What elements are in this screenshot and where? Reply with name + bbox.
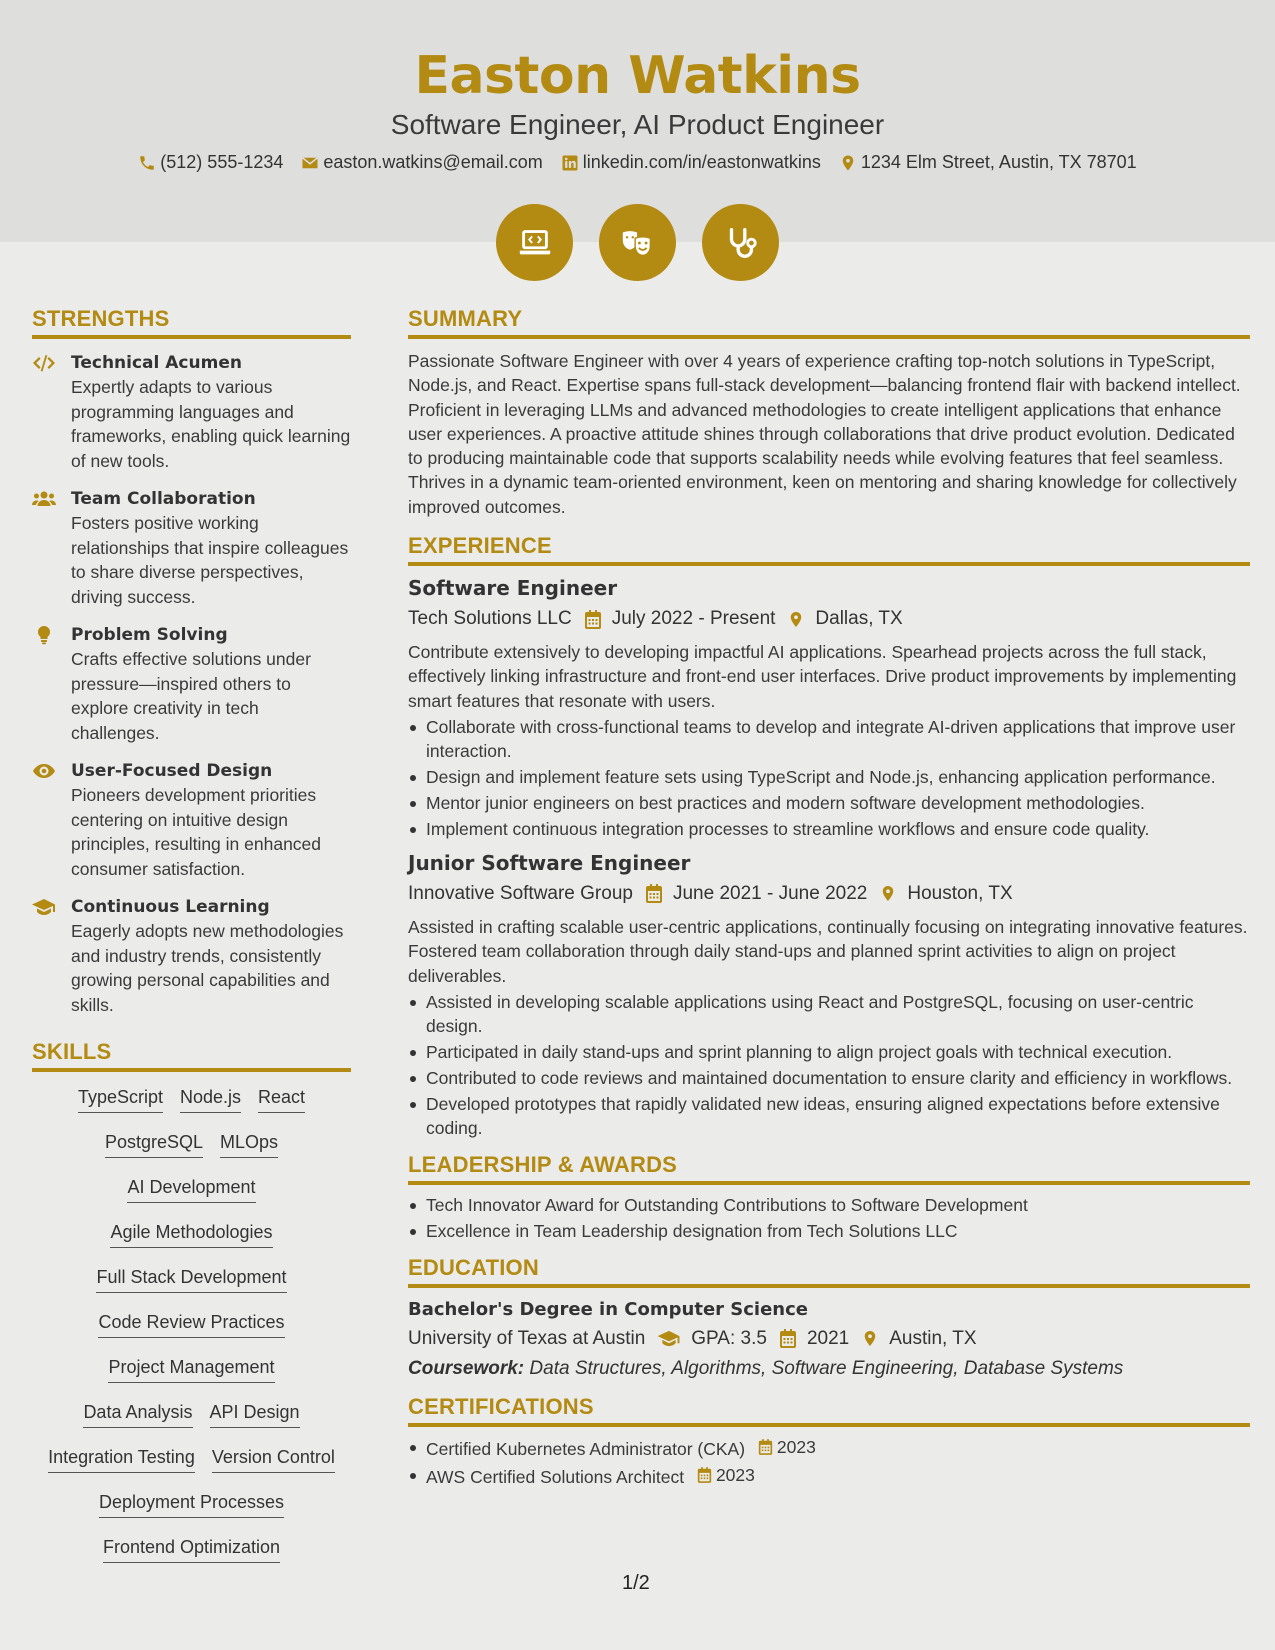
coursework-label: Coursework: — [408, 1357, 525, 1379]
list-item: Developed prototypes that rapidly validated new ideas, ensuring aligned expectations before extensive coding. — [408, 1092, 1250, 1140]
skill-row — [32, 1401, 351, 1428]
skill-tag: Full Stack Development — [96, 1266, 286, 1293]
skill-row — [32, 1266, 351, 1293]
contact-address — [839, 152, 1137, 173]
list-item — [408, 1463, 1250, 1489]
cert-date — [758, 1435, 816, 1459]
list-item: Participated in daily stand-ups and sprint planning to align project goals with technical execution. — [408, 1040, 1250, 1064]
skill-tag: Node.js — [180, 1086, 241, 1113]
job-company: Tech Solutions LLC — [408, 608, 572, 630]
list-item: Assisted in developing scalable applications using React and PostgreSQL, focusing on user-centric design. — [408, 990, 1250, 1038]
job-dates — [584, 606, 776, 632]
list-item: Tech Innovator Award for Outstanding Contributions to Software Development — [408, 1193, 1250, 1217]
graduation-cap-icon — [32, 897, 56, 917]
strength-title: Continuous Learning — [71, 897, 270, 917]
skills-heading: SKILLS — [32, 1039, 351, 1072]
cert-year: 2023 — [715, 1464, 755, 1485]
skill-row — [32, 1356, 351, 1383]
skill-tag: React — [258, 1086, 305, 1113]
gpa-text: GPA: 3.5 — [691, 1327, 767, 1349]
list-item: Mentor junior engineers on best practices and modern software development methodologies. — [408, 791, 1250, 815]
location-text: Austin, TX — [889, 1327, 977, 1349]
contact-bar — [0, 152, 1275, 173]
map-pin-icon — [787, 610, 805, 629]
theater-masks-icon — [619, 224, 657, 262]
cert-name: AWS Certified Solutions Architect — [426, 1466, 685, 1487]
strength-item — [32, 623, 351, 745]
strength-title: Problem Solving — [71, 625, 228, 645]
job-description: Assisted in crafting scalable user-centric applications, continually focusing on integrating innovative features. Fostered team collaboration through daily stand-ups and planned sprint activities to align on project deliverables. — [408, 916, 1248, 986]
job-meta — [408, 881, 1250, 907]
job-entry — [408, 849, 1250, 1140]
strength-desc: Eagerly adopts new methodologies and industry trends, consistently growing personal capabilities and skills. — [71, 921, 344, 1015]
phone-text: (512) 555-1234 — [160, 152, 284, 172]
experience-heading: EXPERIENCE — [408, 533, 1250, 566]
skill-tag: PostgreSQL — [105, 1131, 203, 1158]
code-icon — [32, 353, 56, 373]
education-heading: EDUCATION — [408, 1255, 1250, 1288]
strength-desc: Expertly adapts to various programming languages and frameworks, enabling quick learning of new tools. — [71, 377, 351, 471]
phone-icon — [138, 154, 156, 172]
school-location — [861, 1326, 976, 1352]
calendar-icon — [697, 1467, 712, 1483]
strength-title: User-Focused Design — [71, 761, 273, 781]
skill-tag: Agile Methodologies — [110, 1221, 272, 1248]
list-item: Excellence in Team Leadership designation from Tech Solutions LLC — [408, 1219, 1250, 1243]
laptop-code-badge — [496, 204, 573, 281]
strength-item — [32, 759, 351, 881]
cert-name: Certified Kubernetes Administrator (CKA) — [426, 1438, 746, 1459]
job-dates-text: June 2021 - June 2022 — [672, 882, 868, 904]
calendar-icon — [779, 1329, 797, 1348]
job-entry — [408, 574, 1250, 841]
contact-email[interactable] — [301, 152, 542, 173]
calendar-icon — [758, 1439, 773, 1455]
candidate-name: Easton Watkins — [414, 46, 861, 106]
stethoscope-badge — [702, 204, 779, 281]
calendar-icon — [645, 884, 663, 903]
list-item: Contributed to code reviews and maintained documentation to ensure clarity and efficiency in workflows. — [408, 1066, 1250, 1090]
job-location — [879, 881, 1012, 907]
strengths-heading: STRENGTHS — [32, 306, 351, 339]
skill-row — [32, 1536, 351, 1563]
skill-tag: Project Management — [108, 1356, 274, 1383]
linkedin-icon — [561, 154, 579, 172]
email-text: easton.watkins@email.com — [323, 152, 543, 172]
list-item: Collaborate with cross-functional teams to develop and integrate AI-driven applications that improve user interaction. — [408, 715, 1250, 763]
degree-title: Bachelor's Degree in Computer Science — [408, 1298, 808, 1320]
map-pin-icon — [879, 884, 897, 903]
graduation-year — [779, 1326, 849, 1352]
summary-heading: SUMMARY — [408, 306, 1250, 339]
job-bullets — [408, 715, 1250, 841]
left-column — [32, 306, 351, 1581]
list-item: Implement continuous integration processes to streamline workflows and ensure code quality. — [408, 817, 1250, 841]
strengths-list — [32, 351, 351, 1017]
skill-row — [32, 1446, 351, 1473]
certifications-heading: CERTIFICATIONS — [408, 1394, 1250, 1427]
contact-phone[interactable] — [138, 152, 283, 173]
skill-tag: Frontend Optimization — [103, 1536, 280, 1563]
job-location-text: Dallas, TX — [815, 608, 903, 630]
lightbulb-icon — [32, 625, 56, 645]
skill-row — [32, 1086, 351, 1113]
strength-item — [32, 487, 351, 609]
cert-date — [697, 1463, 755, 1487]
strength-title: Team Collaboration — [71, 489, 256, 509]
users-icon — [32, 489, 56, 509]
skill-row — [32, 1311, 351, 1338]
job-location — [787, 606, 902, 632]
graduation-cap-icon — [657, 1329, 681, 1348]
skill-tag: Version Control — [212, 1446, 335, 1473]
coursework-text: Data Structures, Algorithms, Software Engineering, Database Systems — [529, 1357, 1124, 1379]
strength-desc: Crafts effective solutions under pressure—inspired others to explore creativity in tech challenges. — [71, 649, 311, 743]
education-meta — [408, 1326, 1250, 1352]
stethoscope-icon — [722, 224, 760, 262]
cert-year: 2023 — [776, 1436, 816, 1457]
eye-icon — [32, 761, 56, 781]
job-title: Software Engineer — [408, 576, 618, 601]
skill-tag: AI Development — [127, 1176, 255, 1203]
job-title: Junior Software Engineer — [408, 850, 691, 875]
map-pin-icon — [861, 1329, 879, 1348]
skill-row — [32, 1491, 351, 1518]
year-text: 2021 — [806, 1327, 850, 1349]
job-location-text: Houston, TX — [907, 882, 1013, 904]
skill-tag: Integration Testing — [48, 1446, 195, 1473]
strength-item — [32, 351, 351, 473]
job-dates — [645, 881, 867, 907]
laptop-code-icon — [516, 224, 554, 262]
job-bullets — [408, 990, 1250, 1140]
strength-desc: Pioneers development priorities centering on intuitive design principles, resulting in enhanced consumer satisfaction. — [71, 785, 322, 879]
skill-row — [32, 1176, 351, 1203]
strength-title: Technical Acumen — [71, 353, 242, 373]
list-item — [408, 1435, 1250, 1461]
job-description: Contribute extensively to developing impactful AI applications. Spearhead projects across the full stack, effectively linking infrastructure and front-end user interfaces. Drive product improvements by implementing smart features that resonate with users. — [408, 642, 1237, 711]
skill-tag: Code Review Practices — [98, 1311, 284, 1338]
job-meta — [408, 606, 1250, 632]
skill-tag: MLOps — [220, 1131, 278, 1158]
certifications-list — [408, 1435, 1250, 1489]
skill-row — [32, 1221, 351, 1248]
theater-masks-badge — [599, 204, 676, 281]
coursework — [408, 1356, 1250, 1382]
address-text: 1234 Elm Street, Austin, TX 78701 — [860, 152, 1137, 172]
skill-tag: Data Analysis — [83, 1401, 192, 1428]
linkedin-text: linkedin.com/in/eastonwatkins — [582, 152, 821, 172]
job-dates-text: July 2022 - Present — [611, 608, 776, 630]
envelope-icon — [301, 154, 319, 172]
interest-badges — [0, 204, 1275, 281]
list-item: Design and implement feature sets using TypeScript and Node.js, enhancing application performance. — [408, 765, 1250, 789]
candidate-role: Software Engineer, AI Product Engineer — [390, 109, 885, 140]
school-name: University of Texas at Austin — [408, 1327, 646, 1349]
leadership-list — [408, 1193, 1250, 1243]
right-column — [408, 306, 1250, 1491]
skill-row — [32, 1131, 351, 1158]
skill-tag: Deployment Processes — [99, 1491, 284, 1518]
job-company: Innovative Software Group — [408, 882, 633, 904]
gpa — [657, 1326, 767, 1352]
summary-text: Passionate Software Engineer with over 4 years of experience crafting top-notch solutions in TypeScript, Node.js, and React. Expertise spans full-stack development—balancing frontend flair with backend intellect. Proficient in leveraging LLMs and advanced methodologies to create intelligent applications that enhance user experiences. A proactive attitude shines through collaborations that drive product evolution. Dedicated to producing maintainable code that supports scalability needs while evolving features that feel seamless. Thrives in a dynamic team-oriented environment, keen on mentoring and sharing knowledge for collectively improved outcomes. — [408, 351, 1241, 517]
skills-list — [32, 1086, 351, 1563]
strength-desc: Fosters positive working relationships that inspire colleagues to share diverse perspectives, driving success. — [71, 513, 349, 607]
skill-tag: TypeScript — [78, 1086, 163, 1113]
leadership-heading: LEADERSHIP & AWARDS — [408, 1152, 1250, 1185]
page-number: 1/2 — [622, 1572, 650, 1594]
strength-item — [32, 895, 351, 1017]
contact-linkedin[interactable] — [561, 152, 821, 173]
calendar-icon — [584, 610, 602, 629]
map-pin-icon — [839, 154, 857, 172]
skill-tag: API Design — [210, 1401, 300, 1428]
